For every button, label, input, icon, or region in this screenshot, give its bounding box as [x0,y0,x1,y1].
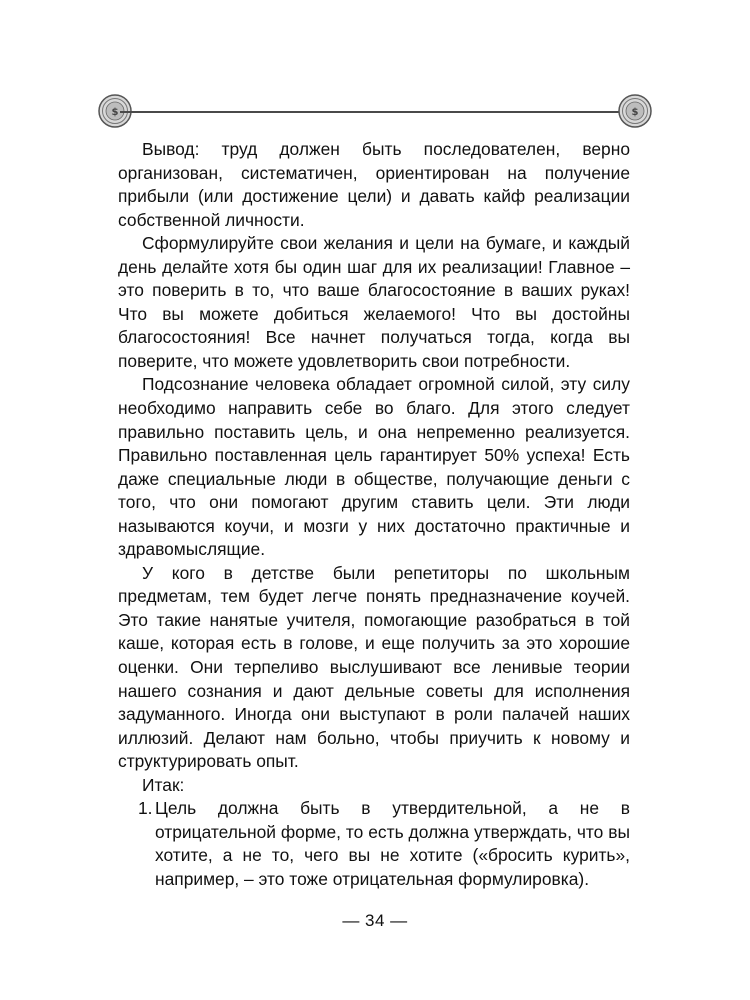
coin-emblem-icon [618,94,652,128]
page-number: — 34 — [342,911,408,930]
svg-text:$: $ [631,107,639,118]
header-rule [120,111,630,113]
body-text [118,138,630,892]
svg-text:$: $ [111,107,119,118]
paragraph: Итак: [142,774,185,795]
list-number: 1. [138,798,153,819]
paragraph: Подсознание человека обладает огромной силой, эту силу необходимо направить себе во благо. Для этого следует правильно поставить цель, и она непременно реализуется. Правильно поставленная цель гарантирует 50% успеха! Есть даже специальные люди в обществе, получающие деньги с того, что они помогают другим ставить цели. Эти люди называются коучи, и мозги у них достаточно практичные и здравомыслящие. [118,374,630,560]
list-item-text: Цель должна быть в утвердительной, а не в отрицательной форме, то есть должна утверждать, что вы хотите, а не то, чего вы не хотите («бросить курить», например, – это тоже отрицательная формулировка). [155,798,630,889]
paragraph: У кого в детстве были репетиторы по школьным предметам, тем будет легче понять предназначение коучей. Это такие нанятые учителя, помогающие разобраться в той каше, которая есть в голове, и еще получить за это хорошие оценки. Они терпеливо выслушивают все ленивые теории нашего сознания и дают дельные советы для исполнения задуманного. Иногда они выступают в роли палачей наших иллюзий. Делают нам больно, чтобы приучить к новому и структурировать опыт. [118,562,630,772]
list-item [118,797,630,891]
paragraph: Сформулируйте свои желания и цели на бумаге, и каждый день делайте хотя бы один шаг для их реализации! Главное – это поверить в то, что ваше благосостояние в ваших руках! Что вы можете добиться желаемого! Что вы достойны благосостояния! Все начнет получаться тогда, когда вы поверите, что можете удовлетворить свои потребности. [118,233,630,371]
paragraph: Вывод: труд должен быть последователен, верно организован, систематичен, ориентирован на получение прибыли (или достижение цели) и давать кайф реализации собственной личности. [118,139,630,230]
